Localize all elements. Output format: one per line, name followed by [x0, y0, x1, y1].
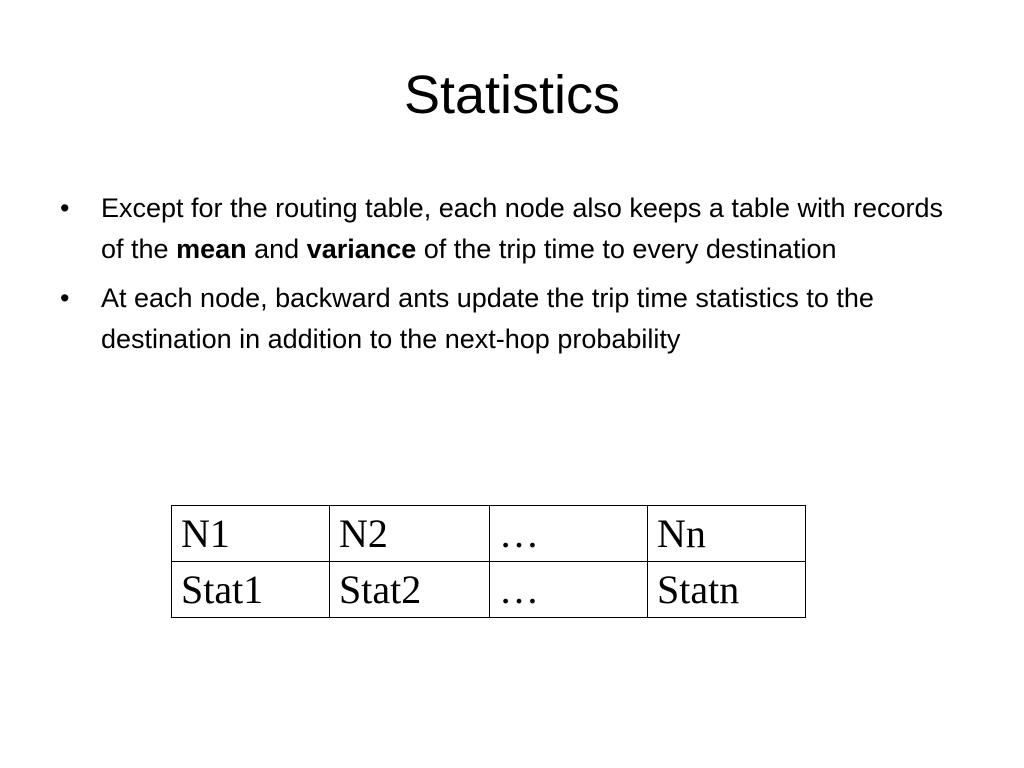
table-cell: Nn	[648, 506, 806, 562]
bullet-item	[60, 278, 960, 360]
bullet-marker: •	[60, 193, 70, 223]
bullet-item	[60, 188, 960, 270]
table-row	[172, 506, 806, 562]
bullet-marker: •	[60, 283, 70, 313]
statistics-table	[171, 505, 806, 618]
table-cell: Statn	[648, 562, 806, 618]
table-cell: Stat2	[330, 562, 490, 618]
bold-term-mean: mean	[176, 234, 247, 264]
table-cell: …	[490, 562, 648, 618]
bullet-text-segment: and	[246, 234, 307, 264]
bullet-text-segment: of the trip time to every destination	[416, 234, 837, 264]
bullet-text-segment: Except for the routing table, each node also keeps a table with records of the	[101, 193, 944, 264]
table-cell: …	[490, 506, 648, 562]
table-row	[172, 562, 806, 618]
slide-title: Statistics	[403, 65, 621, 125]
bold-term-variance: variance	[306, 234, 417, 264]
bullet-text: At each node, backward ants update the trip time statistics to the destination in addition to the next-hop probability	[101, 283, 874, 354]
bullet-text	[101, 193, 943, 264]
table-cell: N2	[330, 506, 490, 562]
bullet-list	[60, 188, 960, 368]
table-cell: Stat1	[172, 562, 330, 618]
table-cell: N1	[172, 506, 330, 562]
